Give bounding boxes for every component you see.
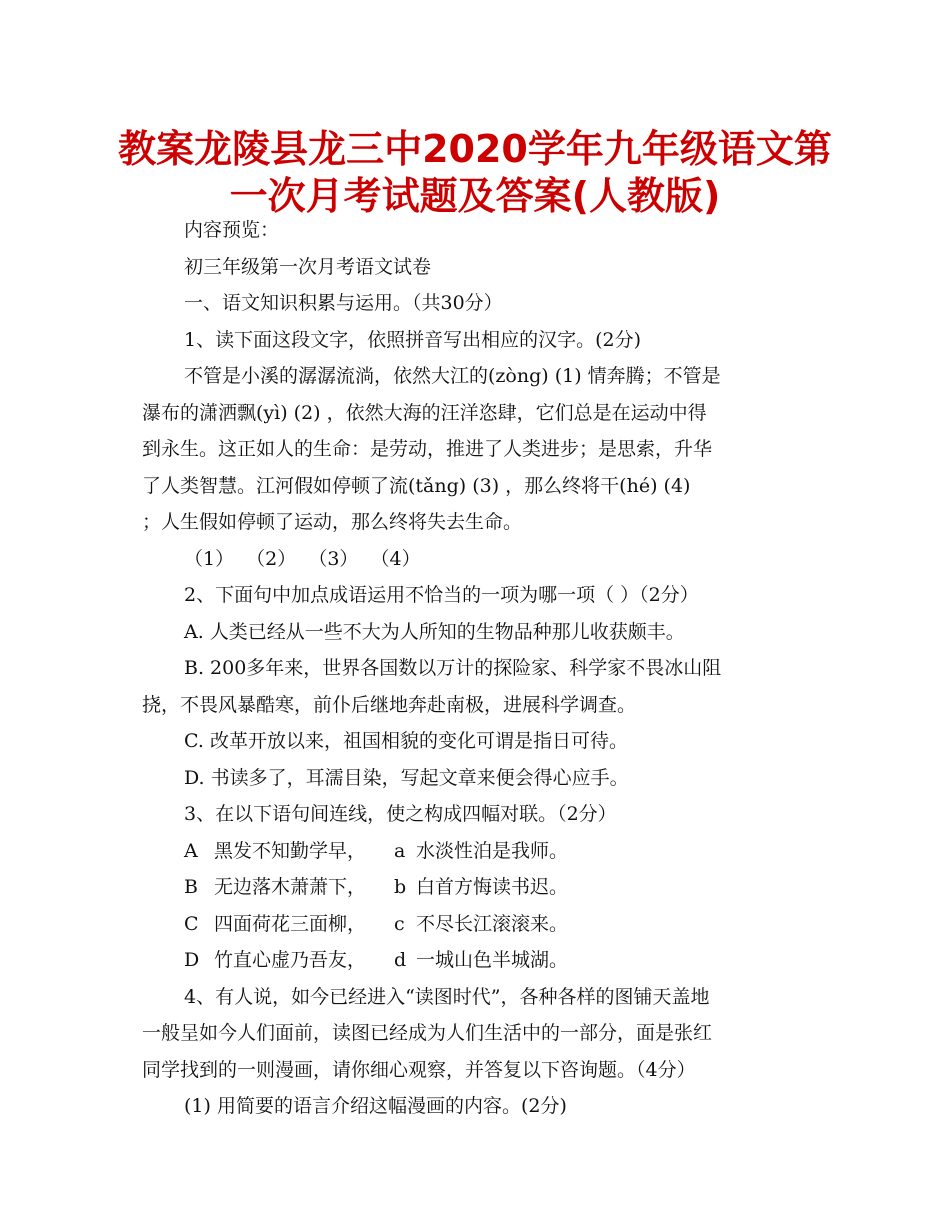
question-1-stem: 1、读下面这段文字，依照拼音写出相应的汉字。(2分) (184, 328, 642, 351)
couplet-right-letter: d (394, 949, 407, 971)
couplet-row (142, 833, 812, 870)
question-2-option-b: B. 200多年来，世界各国数以万计的探险家、科学家不畏冰山阻 (184, 657, 722, 679)
question-2-option-a: A. 人类已经从一些不大为人所知的生物品种那儿收获颇丰。 (184, 620, 685, 643)
couplet-row (142, 869, 812, 906)
question-1-passage-line: 瀑布的潇洒飘(yì) (2) ，依然大海的汪洋恣肆，它们总是在运动中得 (142, 401, 707, 424)
couplet-left-text: 竹直心虚乃吾友， (214, 949, 367, 971)
question-2-stem: 2、下面句中加点成语运用不恰当的一项为哪一项（ ）（2分） (184, 584, 699, 606)
couplet-left-letter: A (184, 839, 198, 862)
question-2-option-d: D. 书读多了，耳濡目染，写起文章来便会得心应手。 (184, 766, 629, 789)
preview-label: 内容预览： (184, 219, 280, 241)
section-heading: 一、语文知识积累与运用。（共30分） (184, 292, 503, 314)
question-1-passage-line: 不管是小溪的潺潺流淌，依然大江的(zòng) (1) 情奔腾；不管是 (184, 365, 721, 387)
couplet-left-letter: B (184, 876, 198, 898)
question-4-line: 一般呈如今人们面前，读图已经成为人们生活中的一部分，面是张红 (142, 1022, 713, 1044)
couplet-right-text: 不尽长江滚滚来。 (416, 912, 569, 935)
question-1-passage-line: ；人生假如停顿了运动，那么终将失去生命。 (142, 511, 523, 533)
question-1-blanks: （1） （2） （3） （4） (184, 547, 421, 570)
question-2-option-b-cont: 挠，不畏风暴酷寒，前仆后继地奔赴南极，进展科学调查。 (142, 693, 637, 716)
question-1-passage-line: 了人类智慧。江河假如停顿了流(tǎng) (3) ，那么终将干(hé) (4) (142, 474, 691, 497)
question-4-line: 4、有人说，如今已经进入“读图时代”，各种各样的图铺天盖地 (184, 985, 710, 1008)
question-4-line: 同学找到的一则漫画，请你细心观察，并答复以下咨询题。（4分） (142, 1058, 696, 1081)
document-body (142, 212, 812, 1125)
couplet-left-text: 黑发不知勤学早， (214, 839, 367, 862)
couplet-row (142, 942, 812, 979)
exam-name: 初三年级第一次月考语文试卷 (184, 255, 432, 278)
question-3-stem: 3、在以下语句间连线，使之构成四幅对联。（2分） (184, 803, 617, 825)
question-4-sub1: (1) 用简要的语言介绍这幅漫画的内容。(2分) (184, 1095, 567, 1117)
question-2-option-c: C. 改革开放以来，祖国相貌的变化可谓是指日可待。 (184, 730, 628, 752)
couplet-left-text: 无边落木萧萧下， (214, 876, 367, 898)
couplet-left-letter: C (184, 912, 199, 935)
couplet-right-text: 白首方悔读书迟。 (416, 876, 569, 898)
document-title-line1: 教案龙陵县龙三中2020学年九年级语文第 (118, 127, 832, 171)
couplet-right-letter: a (394, 839, 406, 862)
couplet-row (142, 906, 812, 943)
couplet-left-text: 四面荷花三面柳， (214, 912, 367, 935)
couplet-left-letter: D (184, 949, 200, 971)
couplet-right-text: 一城山色半城湖。 (416, 949, 569, 971)
couplet-right-letter: c (394, 912, 405, 935)
couplet-right-text: 水淡性泊是我师。 (416, 839, 569, 862)
document-title-line2: 一次月考试题及答案(人教版) (229, 174, 721, 218)
question-1-passage-line: 到永生。这正如人的生命：是劳动，推进了人类进步；是思索，升华 (142, 438, 713, 460)
couplet-right-letter: b (394, 876, 407, 898)
